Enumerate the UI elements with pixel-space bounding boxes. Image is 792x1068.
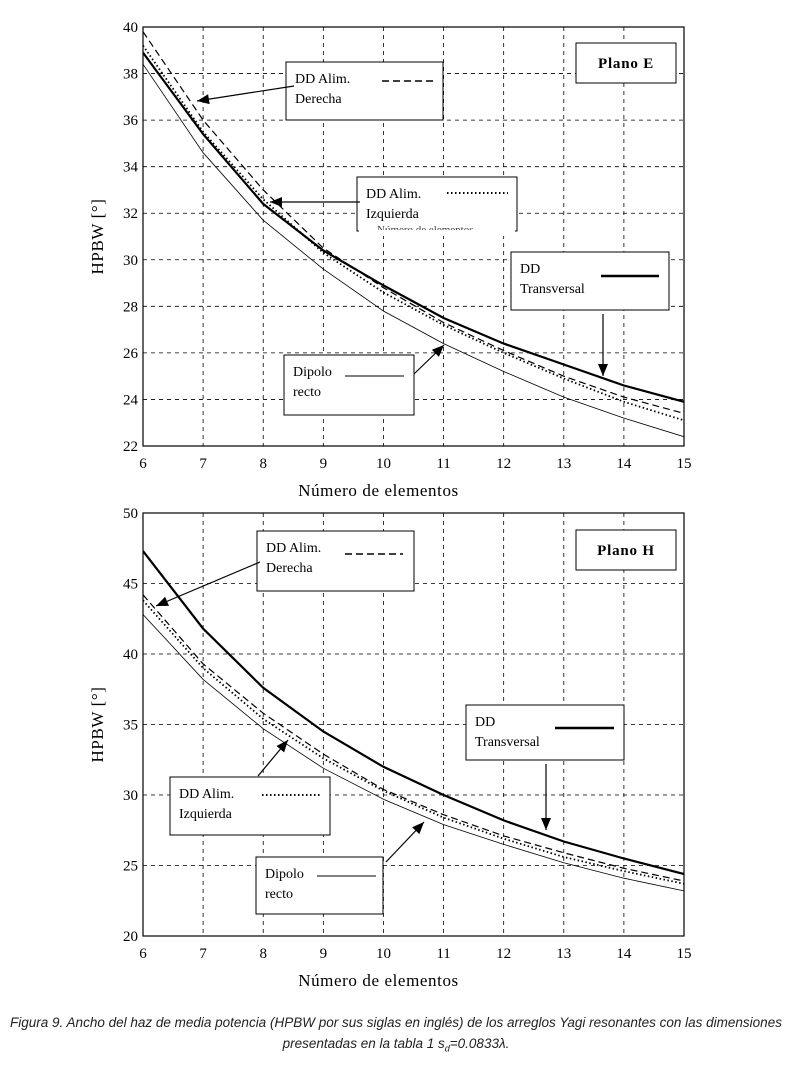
chart-plano-h <box>88 506 692 990</box>
annotation-box <box>466 705 624 760</box>
x-tick-label: 8 <box>259 946 267 962</box>
annotation-label-line1: DD <box>475 715 496 730</box>
x-tick-label: 13 <box>556 456 572 472</box>
x-tick-label: 12 <box>496 946 512 962</box>
y-tick-label: 30 <box>123 252 138 269</box>
y-tick-label: 38 <box>123 66 138 83</box>
x-tick-label: 15 <box>676 456 692 472</box>
y-tick-label: 50 <box>123 506 138 522</box>
caption-text: Figura 9. Ancho del haz de media potencia (HPBW por sus siglas en inglés) de los arreglos Yagi resonantes con las dimensiones presentadas en la tabla 1 s <box>10 1015 782 1051</box>
caption-subscript: d <box>444 1043 450 1054</box>
y-tick-label: 30 <box>123 788 138 804</box>
annotation-label-line1: DD Alim. <box>295 72 351 87</box>
annotation-label-line1: Dipolo <box>265 867 304 882</box>
annotation-label-line1: DD Alim. <box>266 541 322 556</box>
x-tick-label: 12 <box>496 456 512 472</box>
annotation-label-line2: Transversal <box>475 735 540 750</box>
annotation-box <box>256 857 383 914</box>
y-tick-label: 28 <box>123 299 138 316</box>
x-tick-label: 14 <box>616 456 632 472</box>
annotation-label-line2: recto <box>293 385 321 400</box>
annotation-label-line1: Dipolo <box>293 365 332 380</box>
x-tick-label: 10 <box>375 456 391 472</box>
x-tick-label: 7 <box>199 946 207 962</box>
panel-label: Plano E <box>597 56 655 72</box>
y-tick-label: 22 <box>123 439 138 455</box>
y-axis-label: HPBW [°] <box>88 686 107 763</box>
annotation-box <box>170 777 330 835</box>
x-tick-label: 11 <box>436 946 451 962</box>
y-tick-label: 32 <box>123 206 138 223</box>
x-tick-label: 6 <box>139 456 147 472</box>
x-tick-label: 14 <box>616 946 632 962</box>
y-tick-label: 26 <box>123 345 138 362</box>
annotation-label-line2: Izquierda <box>179 807 232 822</box>
y-axis-label: HPBW [°] <box>88 198 107 275</box>
annotation-label-line1: DD Alim. <box>179 787 235 802</box>
x-tick-label: 7 <box>199 456 207 472</box>
chart-plano-e <box>88 20 692 500</box>
annotation-label-line2: Transversal <box>520 282 585 297</box>
annotation-label-line2: recto <box>265 887 293 902</box>
caption-text-end: =0.0833λ. <box>449 1036 510 1051</box>
annotation-label-line2: Izquierda <box>366 207 419 222</box>
annotation-label-line2: Derecha <box>295 92 342 107</box>
figure-caption <box>0 1012 792 1060</box>
y-tick-label: 20 <box>123 929 138 945</box>
x-tick-label: 11 <box>436 456 451 472</box>
x-axis-label: Número de elementos <box>298 971 459 990</box>
x-tick-label: 9 <box>319 946 328 962</box>
x-axis-label: Número de elementos <box>298 481 459 500</box>
x-tick-label: 6 <box>139 946 147 962</box>
y-tick-label: 25 <box>123 858 138 875</box>
annotation-label-line1: DD Alim. <box>366 187 422 202</box>
annotation-box <box>357 177 517 231</box>
y-tick-label: 34 <box>123 159 138 176</box>
x-tick-label: 13 <box>556 946 572 962</box>
annotation-box <box>286 62 443 120</box>
annotation-label-line1: DD <box>520 262 541 277</box>
annotation-label-line2: Derecha <box>266 561 313 576</box>
x-tick-label: 9 <box>319 456 328 472</box>
annotation-box <box>511 252 669 310</box>
x-tick-label: 8 <box>259 456 267 472</box>
y-tick-label: 40 <box>123 647 138 663</box>
annotation-clip-mask <box>359 230 515 236</box>
y-tick-label: 35 <box>123 717 138 734</box>
x-tick-label: 15 <box>676 946 692 962</box>
x-tick-label: 10 <box>375 946 391 962</box>
y-tick-label: 40 <box>123 20 138 36</box>
y-tick-label: 36 <box>123 113 138 130</box>
panel-label: Plano H <box>597 543 655 559</box>
y-tick-label: 24 <box>123 392 138 409</box>
y-tick-label: 45 <box>123 576 138 593</box>
